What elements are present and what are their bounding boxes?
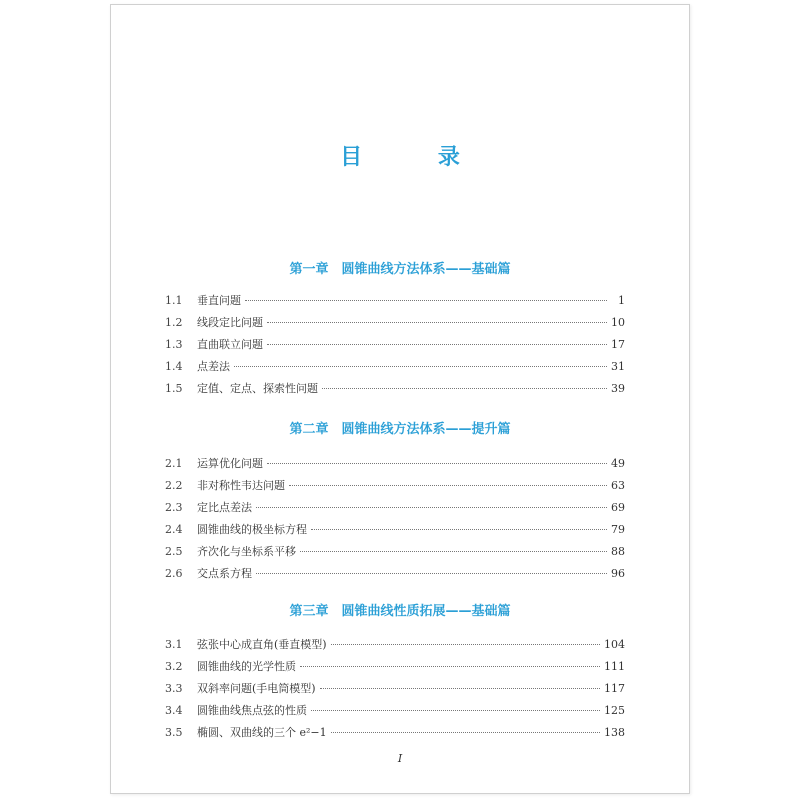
- toc-entry[interactable]: [165, 521, 625, 543]
- toc-entry[interactable]: [165, 477, 625, 499]
- entry-number: 3.1: [165, 638, 183, 651]
- toc-entry[interactable]: [165, 358, 625, 380]
- chapter-3-entries: [165, 636, 625, 746]
- entry-number: 1.1: [165, 294, 183, 307]
- entry-label: 弦张中心成直角(垂直模型): [197, 638, 327, 651]
- entry-page: 111: [604, 660, 625, 673]
- toc-entry[interactable]: [165, 702, 625, 724]
- leader-dots: [234, 366, 607, 367]
- leader-dots: [331, 732, 600, 733]
- entry-number: 2.6: [165, 567, 183, 580]
- entry-number: 1.2: [165, 316, 183, 329]
- entry-label: 交点系方程: [197, 567, 252, 580]
- entry-page: 1: [618, 294, 625, 307]
- toc-entry[interactable]: [165, 380, 625, 402]
- entry-number: 2.3: [165, 501, 183, 514]
- chapter-2-heading: 第二章 圆锥曲线方法体系——提升篇: [289, 422, 511, 437]
- entry-label: 垂直问题: [197, 294, 241, 307]
- toc-entry[interactable]: [165, 636, 625, 658]
- entry-label: 齐次化与坐标系平移: [197, 545, 296, 558]
- toc-title: 目 录: [340, 145, 494, 170]
- entry-label: 圆锥曲线的极坐标方程: [197, 523, 307, 536]
- leader-dots: [300, 666, 600, 667]
- leader-dots: [311, 529, 607, 530]
- toc-entry[interactable]: [165, 455, 625, 477]
- entry-label: 线段定比问题: [197, 316, 263, 329]
- page-number: I: [397, 752, 403, 765]
- entry-page: 39: [611, 382, 625, 395]
- toc-entry[interactable]: [165, 658, 625, 680]
- entry-number: 2.1: [165, 457, 183, 470]
- leader-dots: [300, 551, 607, 552]
- toc-entry[interactable]: [165, 565, 625, 587]
- toc-entry[interactable]: [165, 314, 625, 336]
- toc-entry[interactable]: [165, 292, 625, 314]
- entry-number: 2.5: [165, 545, 183, 558]
- leader-dots: [320, 688, 600, 689]
- entry-page: 10: [611, 316, 625, 329]
- entry-number: 1.3: [165, 338, 183, 351]
- chapter-1-heading: 第一章 圆锥曲线方法体系——基础篇: [289, 262, 511, 277]
- chapter-1-entries: [165, 292, 625, 402]
- leader-dots: [289, 485, 607, 486]
- leader-dots: [256, 507, 607, 508]
- entry-label: 定比点差法: [197, 501, 252, 514]
- entry-page: 17: [611, 338, 625, 351]
- entry-number: 3.2: [165, 660, 183, 673]
- entry-number: 2.4: [165, 523, 183, 536]
- entry-number: 3.4: [165, 704, 183, 717]
- leader-dots: [322, 388, 607, 389]
- chapter-3-heading: 第三章 圆锥曲线性质拓展——基础篇: [289, 604, 511, 619]
- entry-number: 1.4: [165, 360, 183, 373]
- toc-entry[interactable]: [165, 336, 625, 358]
- leader-dots: [267, 463, 607, 464]
- leader-dots: [267, 344, 607, 345]
- entry-page: 125: [604, 704, 625, 717]
- entry-page: 49: [611, 457, 625, 470]
- entry-label: 直曲联立问题: [197, 338, 263, 351]
- leader-dots: [311, 710, 600, 711]
- entry-page: 79: [611, 523, 625, 536]
- entry-page: 88: [611, 545, 625, 558]
- chapter-2-entries: [165, 455, 625, 587]
- entry-page: 138: [604, 726, 625, 739]
- entry-label: 圆锥曲线的光学性质: [197, 660, 296, 673]
- entry-number: 3.5: [165, 726, 183, 739]
- entry-label: 点差法: [197, 360, 230, 373]
- entry-page: 104: [604, 638, 625, 651]
- entry-label: 双斜率问题(手电筒模型): [197, 682, 316, 695]
- entry-number: 3.3: [165, 682, 183, 695]
- toc-entry[interactable]: [165, 499, 625, 521]
- entry-page: 31: [611, 360, 625, 373]
- entry-page: 117: [604, 682, 625, 695]
- leader-dots: [331, 644, 600, 645]
- entry-page: 63: [611, 479, 625, 492]
- entry-number: 2.2: [165, 479, 183, 492]
- entry-label: 椭圆、双曲线的三个 e²−1: [197, 726, 327, 739]
- entry-label: 定值、定点、探索性问题: [197, 382, 318, 395]
- leader-dots: [245, 300, 607, 301]
- entry-number: 1.5: [165, 382, 183, 395]
- toc-entry[interactable]: [165, 680, 625, 702]
- entry-page: 69: [611, 501, 625, 514]
- entry-label: 圆锥曲线焦点弦的性质: [197, 704, 307, 717]
- toc-entry[interactable]: [165, 724, 625, 746]
- leader-dots: [267, 322, 607, 323]
- leader-dots: [256, 573, 607, 574]
- entry-page: 96: [611, 567, 625, 580]
- entry-label: 运算优化问题: [197, 457, 263, 470]
- entry-label: 非对称性韦达问题: [197, 479, 285, 492]
- toc-entry[interactable]: [165, 543, 625, 565]
